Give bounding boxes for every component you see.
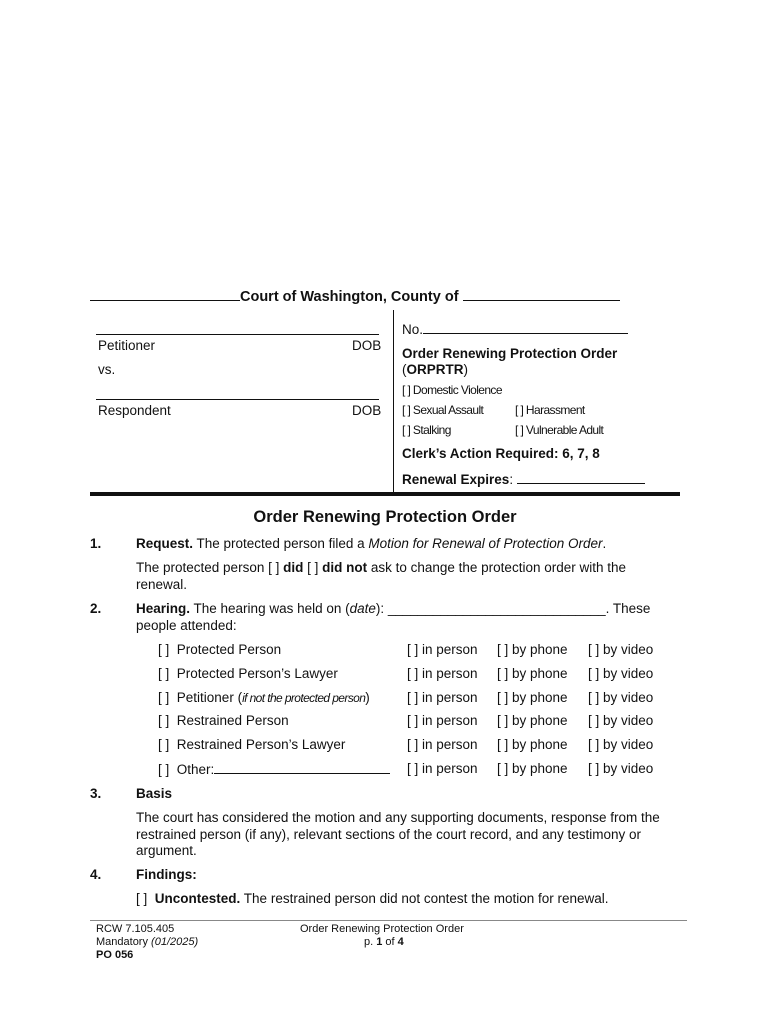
attendee-other[interactable] [158, 761, 390, 777]
doc-title: Order Renewing Protection Order [402, 346, 618, 361]
attendee-checkbox[interactable]: [ ] [158, 713, 170, 728]
petitioner-name-line[interactable] [96, 334, 379, 335]
s2-text-b: ): _____________________________. These [375, 601, 651, 616]
section-1-text-b: . [602, 536, 607, 551]
type-domestic-violence[interactable]: [ ] Domestic Violence [402, 383, 502, 397]
clerk-action-required: Clerk’s Action Required: 6, 7, 8 [402, 446, 600, 461]
attendee-label: Protected Person [176, 642, 282, 657]
section-3-number: 3. [90, 786, 102, 801]
by-phone-option[interactable]: [ ] by phone [497, 713, 568, 728]
attendee-label: Petitioner ( [176, 690, 243, 705]
section-1-renewal: renewal. [136, 577, 188, 592]
footer-mandatory-label: Mandatory [96, 936, 148, 948]
section-4-number: 4. [90, 867, 102, 882]
by-video-option[interactable]: [ ] by video [588, 666, 654, 681]
by-phone-option[interactable]: [ ] by phone [497, 690, 568, 705]
page-title: Order Renewing Protection Order [253, 508, 517, 526]
attendee-checkbox[interactable]: [ ] [158, 666, 170, 681]
footer-title: Order Renewing Protection Order [300, 923, 464, 935]
type-stalking[interactable]: [ ] Stalking [402, 423, 451, 437]
renewal-expires-colon: : [509, 472, 514, 487]
case-number-label: No. [402, 322, 424, 337]
by-video-option[interactable]: [ ] by video [588, 713, 654, 728]
s1-did[interactable]: did [283, 560, 304, 575]
section-4-uncontested [136, 891, 684, 908]
in-person-option[interactable]: [ ] in person [407, 737, 478, 752]
footer-rule [90, 920, 687, 921]
court-title-line [90, 288, 620, 305]
by-phone-option[interactable]: [ ] by phone [497, 737, 568, 752]
section-1-request [136, 536, 684, 553]
s1-line2-a: The protected person [ ] [136, 560, 284, 575]
section-2-heading: Hearing. [136, 601, 191, 616]
section-4-heading: Findings: [136, 867, 197, 882]
uncontested-label: Uncontested. [154, 891, 241, 906]
in-person-option[interactable]: [ ] in person [407, 642, 478, 657]
renewal-expires-field [402, 471, 645, 487]
attendee-label: Protected Person’s Lawyer [176, 666, 338, 681]
uncontested-text: The restrained person did not contest the motion for renewal. [240, 891, 609, 906]
in-person-option[interactable]: [ ] in person [407, 713, 478, 728]
case-number-field [402, 321, 628, 337]
s2-date: date [349, 601, 376, 616]
by-phone-option[interactable]: [ ] by phone [497, 642, 568, 657]
type-harassment[interactable]: [ ] Harassment [515, 403, 585, 417]
s1-line2-c: ask to change the protection order with the [367, 560, 626, 575]
footer-page-of: of [382, 936, 398, 948]
respondent-dob-label: DOB [352, 403, 382, 418]
by-video-option[interactable]: [ ] by video [588, 690, 654, 705]
attendee-label: Restrained Person [176, 713, 289, 728]
attendee-note-close: ) [365, 690, 370, 705]
attendee-protected-person[interactable] [158, 642, 281, 657]
section-1-number: 1. [90, 536, 102, 551]
section-1-text-a: The protected person filed a [193, 536, 369, 551]
footer-mandatory [96, 936, 198, 949]
county-blank[interactable] [463, 288, 620, 301]
attendee-label: Restrained Person’s Lawyer [176, 737, 346, 752]
case-number-blank[interactable] [423, 321, 628, 334]
by-video-option[interactable]: [ ] by video [588, 642, 654, 657]
other-attendee-blank[interactable] [214, 761, 390, 774]
attendee-checkbox[interactable]: [ ] [158, 737, 170, 752]
section-2-attended: people attended: [136, 618, 237, 633]
section-3-line-3: argument. [136, 843, 197, 858]
attendee-checkbox[interactable]: [ ] [158, 690, 170, 705]
in-person-option[interactable]: [ ] in person [407, 666, 478, 681]
renewal-expires-blank[interactable] [517, 471, 645, 484]
footer-page-total: 4 [397, 936, 404, 948]
doc-code-close: ) [463, 362, 468, 377]
by-phone-option[interactable]: [ ] by phone [497, 761, 568, 776]
footer-mandatory-date: (01/2025) [151, 936, 199, 948]
renewal-expires-label: Renewal Expires [402, 472, 510, 487]
footer-page-number [364, 936, 404, 949]
vs-label: vs. [98, 362, 116, 377]
doc-code-open: ( [402, 362, 407, 377]
type-sexual-assault[interactable]: [ ] Sexual Assault [402, 403, 484, 417]
footer-page-prefix: p. [364, 936, 377, 948]
by-phone-option[interactable]: [ ] by phone [497, 666, 568, 681]
caption-thick-rule [90, 492, 680, 496]
type-vulnerable-adult[interactable]: [ ] Vulnerable Adult [515, 423, 604, 437]
section-2-number: 2. [90, 601, 102, 616]
uncontested-checkbox[interactable]: [ ] [136, 891, 148, 906]
by-video-option[interactable]: [ ] by video [588, 737, 654, 752]
attendee-restrained-person[interactable] [158, 713, 289, 728]
caption-divider [393, 310, 394, 494]
attendee-label: Other: [176, 762, 215, 777]
section-3-line-1: The court has considered the motion and any supporting documents, response from the [136, 810, 660, 825]
petitioner-label: Petitioner [98, 338, 156, 353]
in-person-option[interactable]: [ ] in person [407, 761, 478, 776]
attendee-note: if not the protected person [242, 691, 366, 705]
footer-form-code: PO 056 [96, 949, 134, 961]
doc-code-line [402, 362, 468, 377]
section-2-hearing [136, 601, 684, 618]
attendee-checkbox[interactable]: [ ] [158, 762, 170, 777]
footer-statute: RCW 7.105.405 [96, 923, 175, 935]
attendee-checkbox[interactable]: [ ] [158, 642, 170, 657]
section-1-motion: Motion for Renewal of Protection Order [368, 536, 603, 551]
by-video-option[interactable]: [ ] by video [588, 761, 654, 776]
s1-did-not[interactable]: did not [322, 560, 368, 575]
court-name-blank[interactable] [90, 288, 240, 301]
in-person-option[interactable]: [ ] in person [407, 690, 478, 705]
respondent-label: Respondent [98, 403, 171, 418]
s1-line2-b: [ ] [303, 560, 323, 575]
section-3-heading: Basis [136, 786, 173, 801]
attendee-protected-lawyer[interactable] [158, 666, 338, 681]
respondent-name-line[interactable] [96, 399, 379, 400]
section-1-heading: Request. [136, 536, 194, 551]
s2-text-a: The hearing was held on ( [190, 601, 350, 616]
section-3-line-2: restrained person (if any), relevant sections of the court record, and any testimony or [136, 827, 641, 842]
footer-page-current: 1 [376, 936, 383, 948]
attendee-restrained-lawyer[interactable] [158, 737, 345, 752]
doc-code: ORPRTR [406, 362, 464, 377]
petitioner-dob-label: DOB [352, 338, 382, 353]
attendee-petitioner[interactable] [158, 690, 370, 705]
section-1-change [136, 560, 684, 577]
court-title: Court of Washington, County of [240, 289, 459, 305]
